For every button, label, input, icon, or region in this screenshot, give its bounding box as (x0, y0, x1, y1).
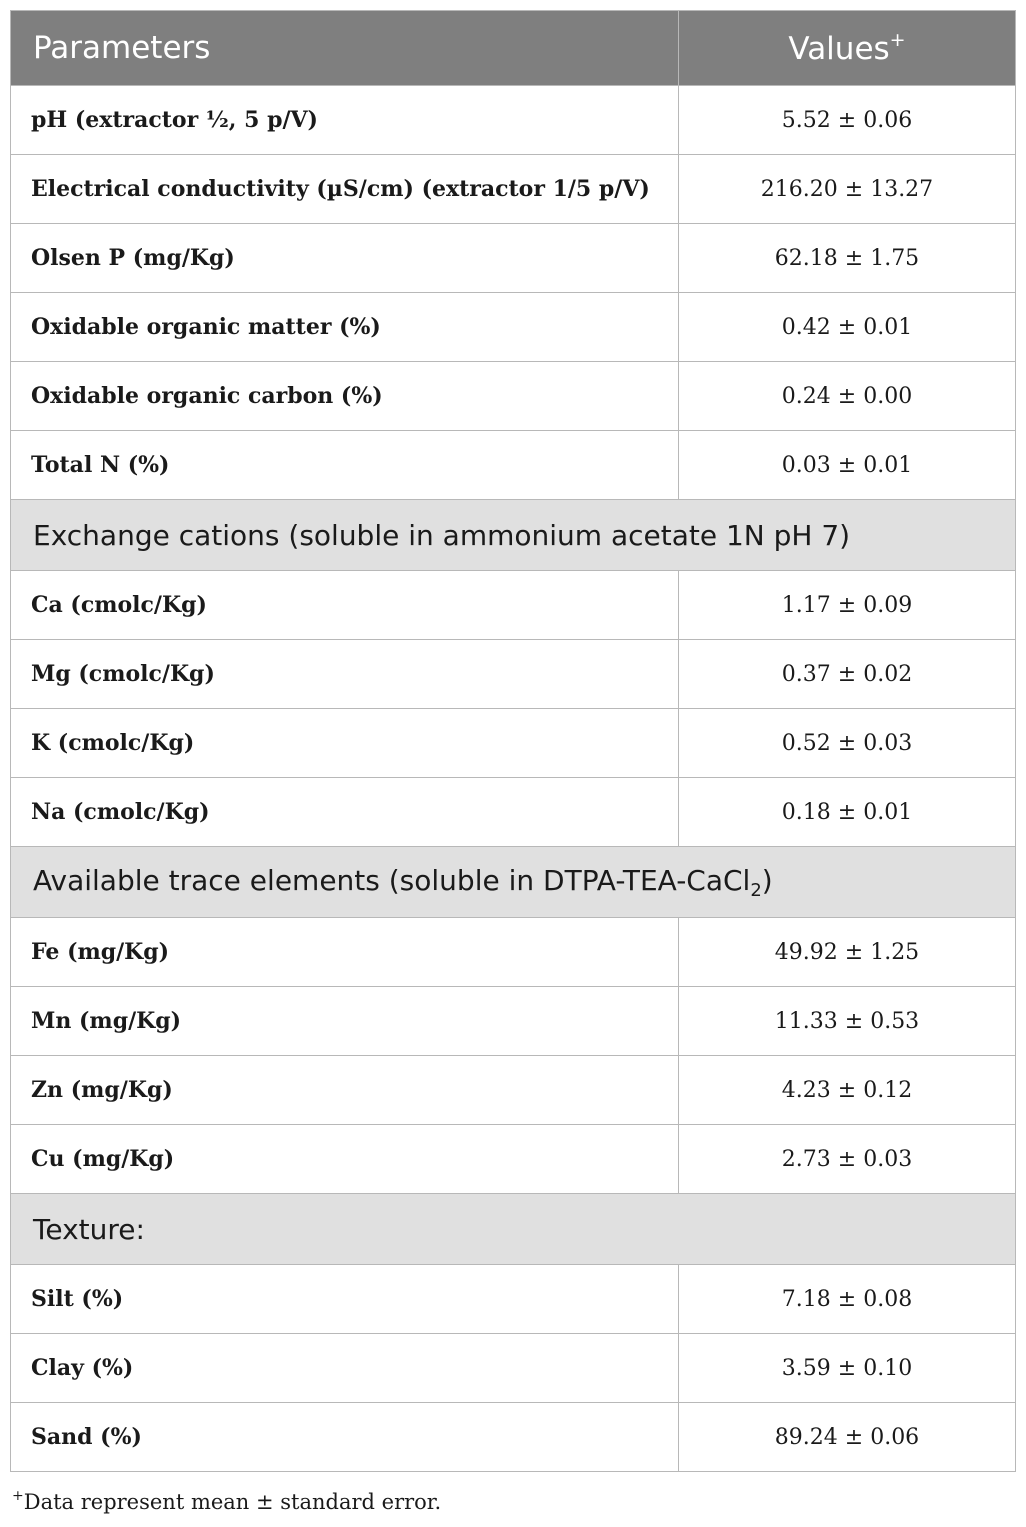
section-row-exchange-cations (11, 500, 1016, 571)
param-cell: Clay (%) (11, 1334, 679, 1403)
table-row (11, 778, 1016, 847)
table-row (11, 918, 1016, 987)
table-row (11, 224, 1016, 293)
param-cell: Ca (cmolc/Kg) (11, 571, 679, 640)
table-row (11, 431, 1016, 500)
section-row-texture (11, 1194, 1016, 1265)
param-cell: K (cmolc/Kg) (11, 709, 679, 778)
table-row (11, 1403, 1016, 1472)
section-title: Texture: (11, 1194, 1016, 1265)
param-cell: Sand (%) (11, 1403, 679, 1472)
value-cell: 7.18 ± 0.08 (679, 1265, 1016, 1334)
table-footnote (12, 1488, 441, 1514)
value-cell: 2.73 ± 0.03 (679, 1125, 1016, 1194)
value-cell: 3.59 ± 0.10 (679, 1334, 1016, 1403)
section-title-subscript: 2 (750, 879, 762, 901)
table-row (11, 1265, 1016, 1334)
section-title-close: ) (761, 863, 773, 897)
soil-parameters-table (10, 10, 1016, 1472)
value-cell: 62.18 ± 1.75 (679, 224, 1016, 293)
value-cell: 11.33 ± 0.53 (679, 987, 1016, 1056)
param-cell: Silt (%) (11, 1265, 679, 1334)
param-cell: Oxidable organic carbon (%) (11, 362, 679, 431)
value-cell: 1.17 ± 0.09 (679, 571, 1016, 640)
section-title-text: Available trace elements (soluble in DTPA-TEA-CaCl (33, 863, 751, 897)
value-cell: 5.52 ± 0.06 (679, 86, 1016, 155)
table-row (11, 709, 1016, 778)
value-cell: 0.52 ± 0.03 (679, 709, 1016, 778)
param-cell: pH (extractor ½, 5 p/V) (11, 86, 679, 155)
table-row (11, 1334, 1016, 1403)
table-row (11, 1056, 1016, 1125)
value-cell: 216.20 ± 13.27 (679, 155, 1016, 224)
table-row (11, 1125, 1016, 1194)
table-row (11, 362, 1016, 431)
value-cell: 4.23 ± 0.12 (679, 1056, 1016, 1125)
table-row (11, 86, 1016, 155)
section-row-trace-elements (11, 847, 1016, 918)
value-cell: 49.92 ± 1.25 (679, 918, 1016, 987)
table-row (11, 987, 1016, 1056)
header-values-mark: + (889, 29, 906, 51)
param-cell: Fe (mg/Kg) (11, 918, 679, 987)
table-row (11, 155, 1016, 224)
table-header-row (11, 11, 1016, 86)
value-cell: 0.37 ± 0.02 (679, 640, 1016, 709)
table-row (11, 293, 1016, 362)
value-cell: 0.18 ± 0.01 (679, 778, 1016, 847)
value-cell: 0.24 ± 0.00 (679, 362, 1016, 431)
footnote-text: Data represent mean ± standard error. (23, 1490, 442, 1514)
param-cell: Na (cmolc/Kg) (11, 778, 679, 847)
param-cell: Mn (mg/Kg) (11, 987, 679, 1056)
table-row (11, 640, 1016, 709)
param-cell: Zn (mg/Kg) (11, 1056, 679, 1125)
param-cell: Total N (%) (11, 431, 679, 500)
param-cell: Olsen P (mg/Kg) (11, 224, 679, 293)
header-parameters: Parameters (11, 11, 679, 86)
section-title (11, 847, 1016, 918)
param-cell: Electrical conductivity (µS/cm) (extractor 1/5 p/V) (11, 155, 679, 224)
param-cell: Mg (cmolc/Kg) (11, 640, 679, 709)
footnote-mark: + (12, 1488, 24, 1504)
table-container (10, 10, 1015, 1472)
param-cell: Cu (mg/Kg) (11, 1125, 679, 1194)
header-values (679, 11, 1016, 86)
value-cell: 89.24 ± 0.06 (679, 1403, 1016, 1472)
value-cell: 0.42 ± 0.01 (679, 293, 1016, 362)
table-row (11, 571, 1016, 640)
value-cell: 0.03 ± 0.01 (679, 431, 1016, 500)
param-cell: Oxidable organic matter (%) (11, 293, 679, 362)
header-values-label: Values (788, 31, 890, 67)
section-title: Exchange cations (soluble in ammonium acetate 1N pH 7) (11, 500, 1016, 571)
